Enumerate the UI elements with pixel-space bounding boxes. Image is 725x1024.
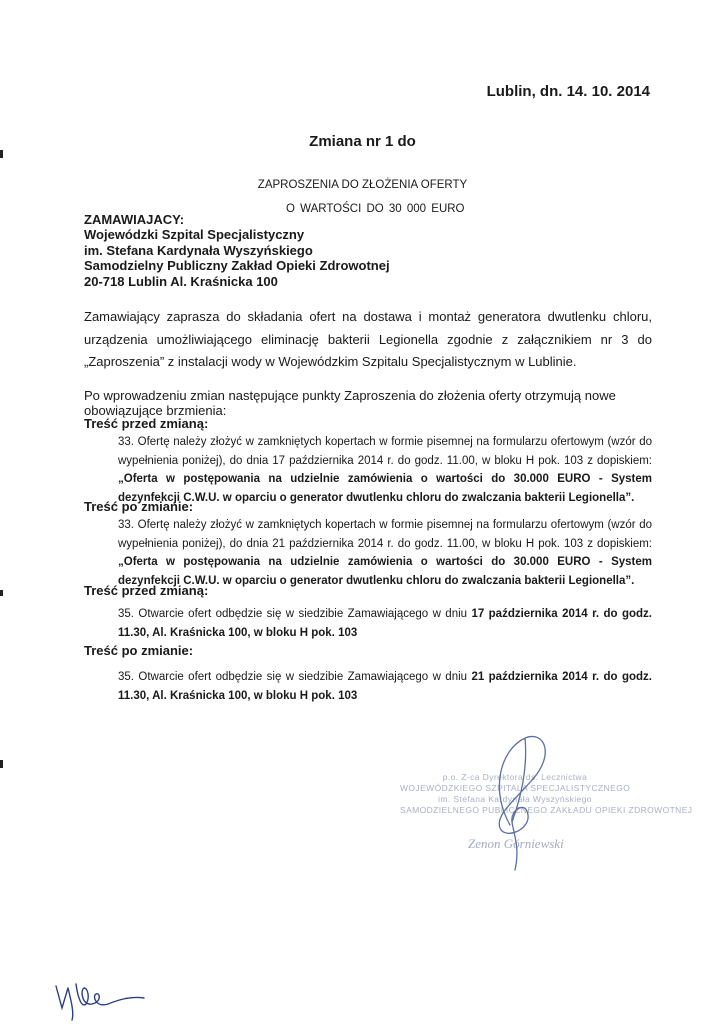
stamp-line: im. Stefana Kardynała Wyszyńskiego (438, 794, 592, 804)
item-number: 35. (118, 608, 134, 620)
item-text: Otwarcie ofert odbędzie się w siedzibie Zamawiającego w dniu (138, 671, 468, 683)
before-change-heading-2: Treść przed zmianą: (84, 583, 209, 598)
scan-edge-mark (0, 760, 3, 768)
authority-line: Wojewódzki Szpital Specjalistyczny (84, 227, 305, 243)
contracting-authority-label: ZAMAWIAJACY: (84, 212, 185, 227)
scan-edge-mark (0, 150, 3, 158)
item-33-after (118, 516, 652, 590)
item-bold-text: „Oferta w postępowania na udzielnie zamówienia o wartości do 30.000 EURO - System dezynfekcji C.W.U. w oparciu o generator dwutlenku chloru do zwalczania bakterii Legionella”. (118, 473, 652, 504)
handwritten-signature (470, 730, 580, 880)
item-text: Otwarcie ofert odbędzie się w siedzibie Zamawiającego w dniu (138, 608, 468, 620)
document-value-threshold: O WARTOŚCI DO 30 000 EURO (286, 203, 465, 215)
document-date: Lublin, dn. 14. 10. 2014 (486, 83, 650, 100)
intro-paragraph: Zamawiający zaprasza do składania ofert na dostawa i montaż generatora dwutlenku chloru, urządzenia umożliwiającego eliminację bakterii Legionella zgodnie z załącznikiem nr 3 do „Zaproszenia” z instalacji wody w Wojewódzkim Szpitalu Specjalistycznym w Lublinie. (84, 309, 652, 369)
stamp-line: p.o. Z-ca Dyrektora ds. Lecznictwa (442, 772, 588, 782)
item-bold-text: 21 października 2014 r. do godz. 11.30, Al. Kraśnicka 100, w bloku H pok. 103 (118, 671, 652, 702)
stamp-line: SAMODZIELNEGO PUBLICZNEGO ZAKŁADU OPIEKI ZDROWOTNEJ (400, 805, 693, 815)
after-change-heading-2: Treść po zmianie: (84, 643, 194, 658)
item-number: 33. (118, 519, 134, 531)
stamp-name: Zenon Górniewski (468, 836, 564, 851)
document-subtitle: ZAPROSZENIA DO ZŁOŻENIA OFERTY (257, 179, 468, 191)
before-change-heading: Treść przed zmianą: (84, 416, 209, 431)
item-number: 35. (118, 671, 134, 683)
authority-line: Samodzielny Publiczny Zakład Opieki Zdrowotnej (84, 258, 390, 274)
item-number: 33. (118, 436, 134, 448)
item-33-before (118, 433, 652, 507)
scan-edge-mark (0, 590, 3, 596)
authority-line: im. Stefana Kardynała Wyszyńskiego (84, 242, 313, 258)
item-text: Ofertę należy złożyć w zamkniętych kopertach w formie pisemnej na formularzu ofertowym (wzór do wypełnienia poniżej), do dnia 17 października 2014 r. do godz. 11.00, w bloku H pok. 103 z dopiskiem: (118, 436, 652, 467)
item-35-after (118, 668, 652, 705)
changes-intro: Po wprowadzeniu zmian następujące punkty Zaproszenia do złożenia oferty otrzymują nowe obowiązujące brzmienia: (84, 388, 616, 418)
authority-line: 20-718 Lublin Al. Kraśnicka 100 (84, 273, 278, 289)
contracting-authority (84, 212, 390, 289)
item-bold-text: „Oferta w postępowania na udzielnie zamówienia o wartości do 30.000 EURO - System dezynfekcji C.W.U. w oparciu o generator dwutlenku chloru do zwalczania bakterii Legionella”. (118, 556, 652, 587)
after-change-heading: Treść po zmianie: (84, 499, 194, 514)
initials-signature (52, 974, 152, 1024)
item-bold-text: 17 października 2014 r. do godz. 11.30, Al. Kraśnicka 100, w bloku H pok. 103 (118, 608, 652, 639)
document-title: Zmiana nr 1 do (309, 133, 416, 150)
stamp-line: WOJEWÓDZKIEGO SZPITALA SPECJALISTYCZNEGO (400, 783, 631, 793)
item-text: Ofertę należy złożyć w zamkniętych kopertach w formie pisemnej na formularzu ofertowym (wzór do wypełnienia poniżej), do dnia 21 października 2014 r. do godz. 11.00, w bloku H pok. 103 z dopiskiem: (118, 519, 652, 550)
item-35-before (118, 605, 652, 642)
